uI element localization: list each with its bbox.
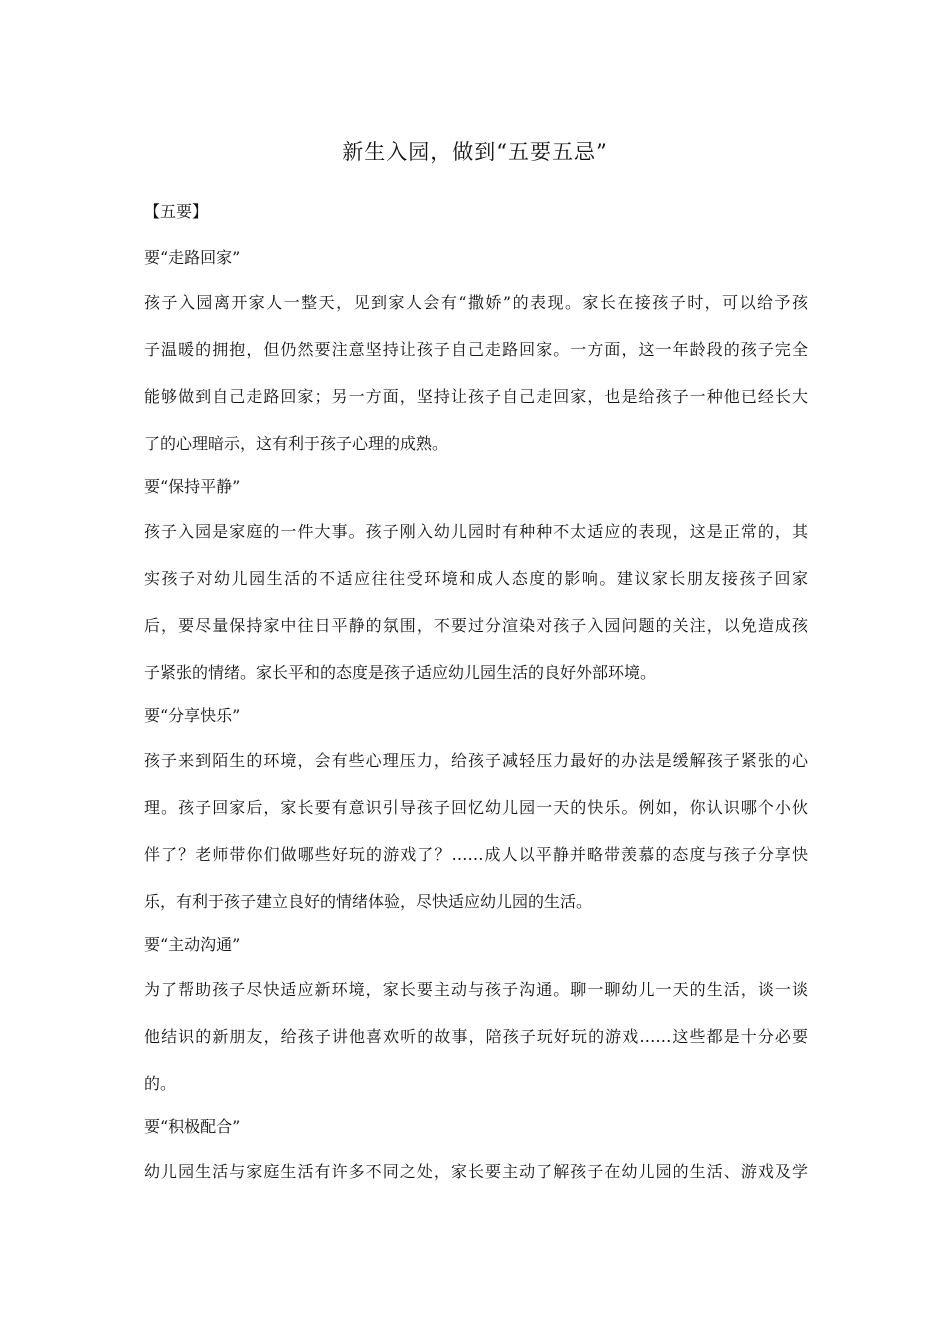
item-paragraph (144, 291, 808, 456)
paragraph-line: 幼儿园生活与家庭生活有许多不同之处，家长要主动了解孩子在幼儿园的生活、游戏及学 (144, 1162, 808, 1181)
item-paragraph (144, 978, 808, 1096)
document-body (144, 200, 808, 1203)
paragraph-line: 后，要尽量保持家中往日平静的氛围，不要过分渲染对孩子入园问题的关注，以免造成孩 (144, 616, 808, 635)
item-heading: 要“保持平静” (144, 477, 241, 496)
paragraph-line: 的。 (144, 1074, 177, 1093)
item-paragraph (144, 749, 808, 914)
paragraph-line: 孩子来到陌生的环境，会有些心理压力，给孩子减轻压力最好的办法是缓解孩子紧张的心 (144, 751, 808, 770)
item-heading: 要“积极配合” (144, 1117, 241, 1136)
paragraph-line: 实孩子对幼儿园生活的不适应往往受环境和成人态度的影响。建议家长朋友接孩子回家 (144, 569, 808, 588)
paragraph-line: 了的心理暗示，这有利于孩子心理的成熟。 (144, 434, 449, 453)
paragraph-line: 为了帮助孩子尽快适应新环境，家长要主动与孩子沟通。聊一聊幼儿一天的生活，谈一谈 (144, 980, 808, 999)
section-label: 【五要】 (144, 202, 209, 221)
paragraph-line: 孩子入园离开家人一整天，见到家人会有“撒娇”的表现。家长在接孩子时，可以给予孩 (144, 293, 808, 312)
paragraph-line: 理。孩子回家后，家长要有意识引导孩子回忆幼儿园一天的快乐。例如，你认识哪个小伙 (144, 798, 808, 817)
paragraph-line: 乐，有利于孩子建立良好的情绪体验，尽快适应幼儿园的生活。 (144, 892, 593, 911)
page-title: 新生入园，做到“五要五忌” (342, 140, 608, 164)
paragraph-line: 他结识的新朋友，给孩子讲他喜欢听的故事，陪孩子玩好玩的游戏……这些都是十分必要 (144, 1027, 808, 1046)
paragraph-line: 孩子入园是家庭的一件大事。孩子刚入幼儿园时有种种不太适应的表现，这是正常的，其 (144, 522, 808, 541)
item-heading: 要“分享快乐” (144, 706, 241, 725)
paragraph-line: 子紧张的情绪。家长平和的态度是孩子适应幼儿园生活的良好外部环境。 (144, 663, 657, 682)
item-heading: 要“主动沟通” (144, 935, 241, 954)
paragraph-line: 子温暖的拥抱，但仍然要注意坚持让孩子自己走路回家。一方面，这一年龄段的孩子完全 (144, 340, 808, 359)
paragraph-line: 能够做到自己走路回家；另一方面，坚持让孩子自己走回家，也是给孩子一种他已经长大 (144, 387, 808, 406)
paragraph-line: 伴了？老师带你们做哪些好玩的游戏了？……成人以平静并略带羡慕的态度与孩子分享快 (144, 845, 808, 864)
item-paragraph (144, 1160, 808, 1184)
item-heading: 要“走路回家” (144, 248, 241, 267)
item-paragraph (144, 520, 808, 685)
